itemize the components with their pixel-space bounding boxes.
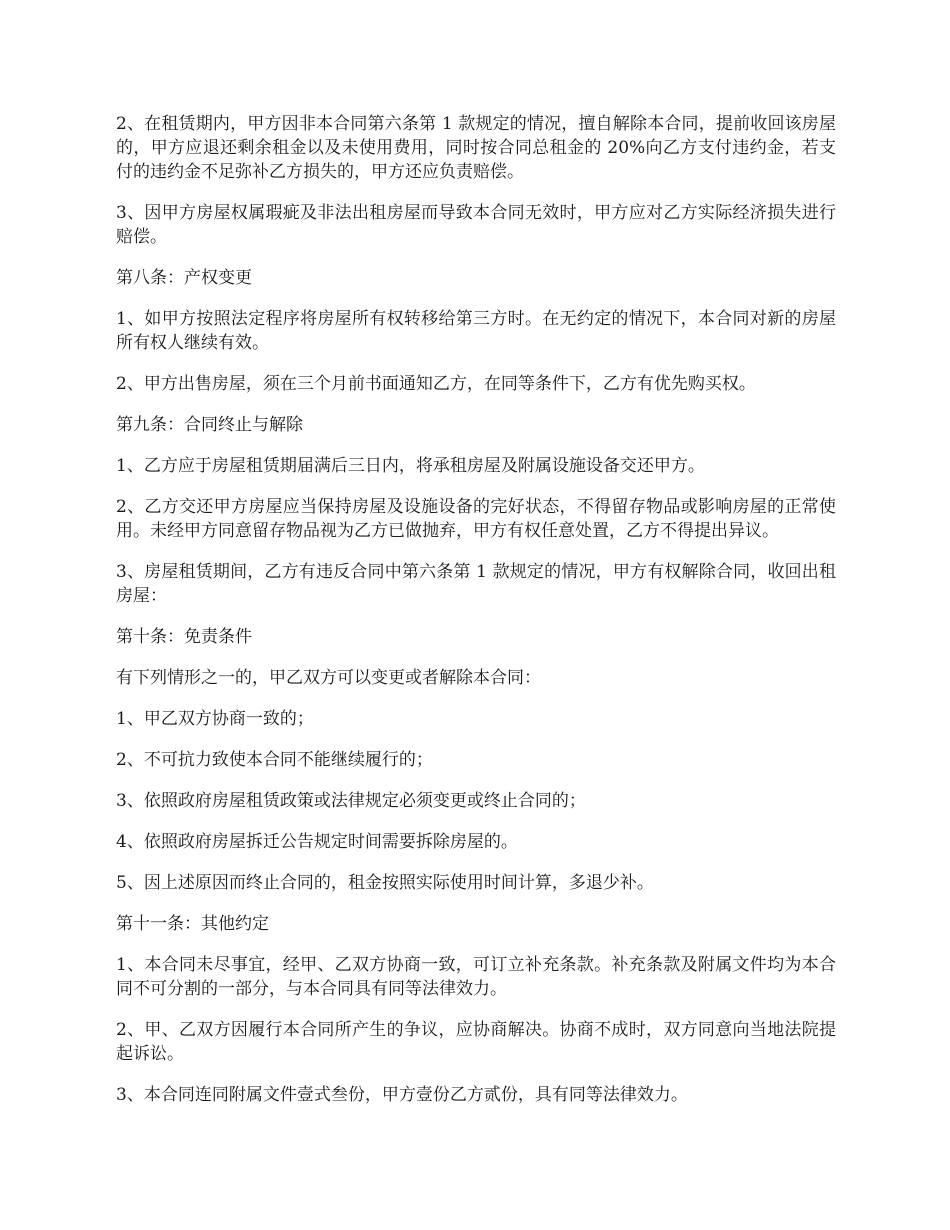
document-body <box>116 112 836 1124</box>
paragraph-art7-clause3: 3、因甲方房屋权属瑕疵及非法出租房屋而导致本合同无效时，甲方应对乙方实际经济损失进行赔偿。 <box>116 203 836 247</box>
paragraph-art11-clause3: 3、本合同连同附属文件壹式叁份，甲方壹份乙方贰份，具有同等法律效力。 <box>116 1085 688 1105</box>
paragraph-art8-clause1: 1、如甲方按照法定程序将房屋所有权转移给第三方时。在无约定的情况下，本合同对新的房屋所有权人继续有效。 <box>116 309 836 353</box>
paragraph-art10-intro: 有下列情形之一的，甲乙双方可以变更或者解除本合同： <box>116 668 541 688</box>
paragraph-art10-item5: 5、因上述原因而终止合同的，租金按照实际使用时间计算，多退少补。 <box>116 873 654 893</box>
paragraph-art8-clause2: 2、甲方出售房屋，须在三个月前书面通知乙方，在同等条件下，乙方有优先购买权。 <box>116 374 756 394</box>
paragraph-art10-item3: 3、依照政府房屋租赁政策或法律规定必须变更或终止合同的； <box>116 791 586 811</box>
paragraph-art7-clause2: 2、在租赁期内，甲方因非本合同第六条第 1 款规定的情况，擅自解除本合同，提前收回该房屋的，甲方应退还剩余租金以及未使用费用，同时按合同总租金的 20%向乙方支付违约金，若支付的违约金不足弥补乙方损失的，甲方还应负责赔偿。 <box>116 114 836 182</box>
paragraph-art9-clause1: 1、乙方应于房屋租赁期届满后三日内，将承租房屋及附属设施设备交还甲方。 <box>116 456 705 476</box>
paragraph-art9-clause2: 2、乙方交还甲方房屋应当保持房屋及设施设备的完好状态，不得留存物品或影响房屋的正常使用。未经甲方同意留存物品视为乙方已做抛弃，甲方有权任意处置，乙方不得提出异议。 <box>116 497 836 541</box>
paragraph-art11-clause2: 2、甲、乙双方因履行本合同所产生的争议，应协商解决。协商不成时，双方同意向当地法院提起诉讼。 <box>116 1020 836 1064</box>
paragraph-art10-item1: 1、甲乙双方协商一致的； <box>116 709 314 729</box>
article-10-heading: 第十条：免责条件 <box>116 627 252 647</box>
article-9-heading: 第九条：合同终止与解除 <box>116 415 303 435</box>
article-11-heading: 第十一条：其他约定 <box>116 914 269 934</box>
article-8-heading: 第八条：产权变更 <box>116 268 252 288</box>
paragraph-art10-item4: 4、依照政府房屋拆迁公告规定时间需要拆除房屋的。 <box>116 832 518 852</box>
paragraph-art11-clause1: 1、本合同未尽事宜，经甲、乙双方协商一致，可订立补充条款。补充条款及附属文件均为本合同不可分割的一部分，与本合同具有同等法律效力。 <box>116 955 836 999</box>
paragraph-art9-clause3: 3、房屋租赁期间，乙方有违反合同中第六条第 1 款规定的情况，甲方有权解除合同，收回出租房屋： <box>116 562 836 606</box>
paragraph-art10-item2: 2、不可抗力致使本合同不能继续履行的； <box>116 750 433 770</box>
